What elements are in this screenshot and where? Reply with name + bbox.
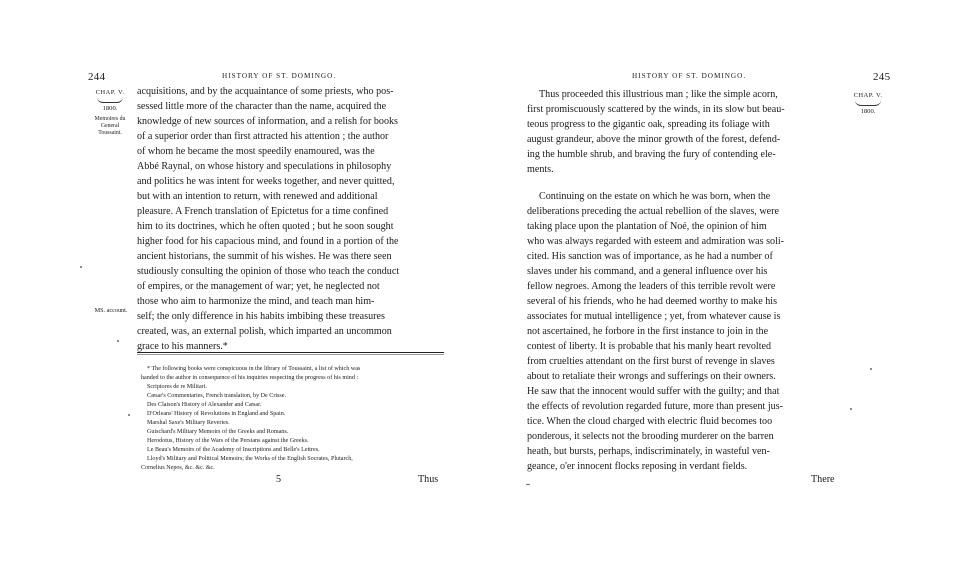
text-line: taking place upon the plantation of Noé, the opinion of him	[527, 221, 767, 232]
footnote-line: Le Beau's Memoirs of the Academy of Inscriptions and Belle's Lettres.	[147, 447, 320, 453]
text-line: ments.	[527, 164, 554, 175]
text-line: of whom he became the most speedily enamoured, was the	[137, 146, 375, 157]
chapter-year: 1800.	[860, 107, 876, 115]
print-speck	[128, 414, 130, 416]
catchword: There	[811, 474, 835, 485]
chapter-year: 1800.	[102, 104, 118, 112]
text-line: not ascertained, he forbore in the first instance to join in the	[527, 326, 769, 337]
chapter-marker	[846, 92, 890, 116]
text-line: pleasure. A French translation of Epictetus for a time confined	[137, 206, 389, 217]
text-line: ponderous, it selects not the brooding murderer on the barren	[527, 431, 774, 442]
text-line: but with an intention to return, with renewed and additional	[137, 191, 378, 202]
text-line: slaves under his command, and a general influence over his	[527, 266, 768, 277]
page-number: 245	[873, 71, 891, 83]
text-line: higher food for his capacious mind, and found in a portion of the	[137, 236, 399, 247]
margin-note	[88, 116, 132, 138]
text-line: created, was, an external polish, which imparted an uncommon	[137, 326, 392, 337]
chapter-marker	[88, 89, 132, 113]
text-line: about to retaliate their wrongs and sufferings on their owners.	[527, 371, 776, 382]
page-number: 244	[88, 71, 106, 83]
text-line: deliberations preceding the actual rebellion of the slaves, were	[527, 206, 779, 217]
footnote-line: Guischard's Military Memoirs of the Greeks and Romans.	[147, 429, 289, 435]
text-line: Abbé Raynal, on whose history and speculations in philosophy	[137, 161, 392, 172]
text-line: He saw that the innocent would suffer with the guilty; and that	[527, 386, 780, 397]
margin-note-line: General	[100, 123, 120, 130]
footnote-rule-shadow	[137, 354, 444, 355]
footnote-line: Marshal Saxe's Military Reveries.	[147, 420, 230, 426]
text-line: who was always regarded with esteem and admiration was soli-	[527, 236, 785, 247]
text-line: contest of liberty. It is probable that his manly heart revolted	[527, 341, 772, 352]
text-line: acquisitions, and by the acquaintance of some priests, who pos-	[137, 86, 394, 97]
text-line: grace to his manners.*	[137, 341, 228, 352]
text-line: associates for mutual intelligence ; yet, from whatever cause is	[527, 311, 781, 322]
right-page	[490, 0, 980, 566]
text-line: Thus proceeded this illustrious man ; like the simple acorn,	[539, 89, 778, 100]
text-line: first promiscuously scattered by the winds, in its slow but beau-	[527, 104, 785, 115]
footnote-line: * The following books were conspicuous in the library of Toussaint, a list of which was	[147, 366, 361, 372]
footnote-line: D'Orleans' History of Revolutions in England and Spain.	[147, 411, 286, 417]
print-speck	[850, 408, 852, 410]
text-line: geance, o'er innocent flocks reposing in verdant fields.	[527, 461, 748, 472]
footnote-line: Cæsar's Commentaries, French translation, by De Crisse.	[147, 393, 287, 399]
text-line: of a superior order than first attracted his attention ; the author	[137, 131, 389, 142]
margin-note-line: Memoires du	[94, 116, 126, 122]
chapter-brace	[855, 100, 881, 106]
print-speck	[80, 266, 82, 268]
text-line: august grandeur, above the minor growth of the forest, defend-	[527, 134, 781, 145]
text-line: teous progress to the gigantic oak, spreading its foliage with	[527, 119, 770, 130]
text-line: from cruelties attendant on the first burst of revenge in slaves	[527, 356, 775, 367]
margin-ms-account: MS. account.	[94, 307, 128, 314]
print-speck	[870, 368, 872, 370]
text-line: of empires, or the management of war; yet, he neglected not	[137, 281, 380, 292]
text-line: the effects of revolution regarded future, more than present jus-	[527, 401, 783, 412]
text-line: cited. His sanction was of importance, as he had a number of	[527, 251, 773, 262]
chapter-label: CHAP. V.	[853, 92, 883, 99]
footnote-line: Lloyd's Military and Political Memoirs; the Works of the English Socrates, Plutarch,	[147, 456, 353, 462]
chapter-brace	[97, 97, 123, 103]
text-line: fellow negroes. Among the leaders of this terrible revolt were	[527, 281, 776, 292]
text-line: tice. When the cloud charged with electric fluid becomes too	[527, 416, 773, 427]
margin-note-line: Toussaint.	[98, 130, 122, 137]
footnote-rule	[137, 352, 444, 353]
chapter-label: CHAP. V.	[95, 89, 125, 96]
footnote-line: Scriptores de re Militari.	[147, 384, 207, 390]
text-line: ancient historians, the summit of his wishes. He was there seen	[137, 251, 392, 262]
text-line: self; the only difference in his habits imbibing these treasures	[137, 311, 385, 322]
footnote-line: Herodotus, History of the Wars of the Persians against the Greeks.	[147, 438, 309, 444]
print-speck	[117, 340, 119, 342]
running-head: HISTORY OF ST. DOMINGO.	[632, 72, 747, 80]
footnote-line: handed to the author in consequence of his inquiries respecting the progress of his mind :	[141, 375, 359, 381]
text-line: ing the humble shrub, and braving the fury of contending ele-	[527, 149, 776, 160]
text-line: Continuing on the estate on which he was born, when the	[539, 191, 771, 202]
running-head: HISTORY OF ST. DOMINGO.	[222, 72, 337, 80]
catchword: Thus	[418, 474, 439, 485]
signature-mark: 5	[276, 474, 282, 485]
text-line: several of his friends, who he had deemed worthy to make his	[527, 296, 778, 307]
text-line: sessed little more of the character than the name, acquired the	[137, 101, 387, 112]
print-speck	[526, 484, 530, 485]
text-line: him to its doctrines, which he often quoted ; but he soon sought	[137, 221, 394, 232]
footnote-line: Des Claison's History of Alexander and Cæsar.	[147, 402, 262, 408]
text-line: studiously consulting the opinion of those who teach the conduct	[137, 266, 400, 277]
text-line: those who aim to harmonize the mind, and teach man him-	[137, 296, 375, 307]
text-line: knowledge of new sources of information, and a relish for books	[137, 116, 398, 127]
text-line: heath, but bursts, perhaps, indiscriminately, in wasteful ven-	[527, 446, 770, 457]
footnote-line: Cornelius Nepos, &c. &c. &c.	[141, 465, 215, 471]
text-line: and politics he was intent for weeks together, and never quitted,	[137, 176, 395, 187]
